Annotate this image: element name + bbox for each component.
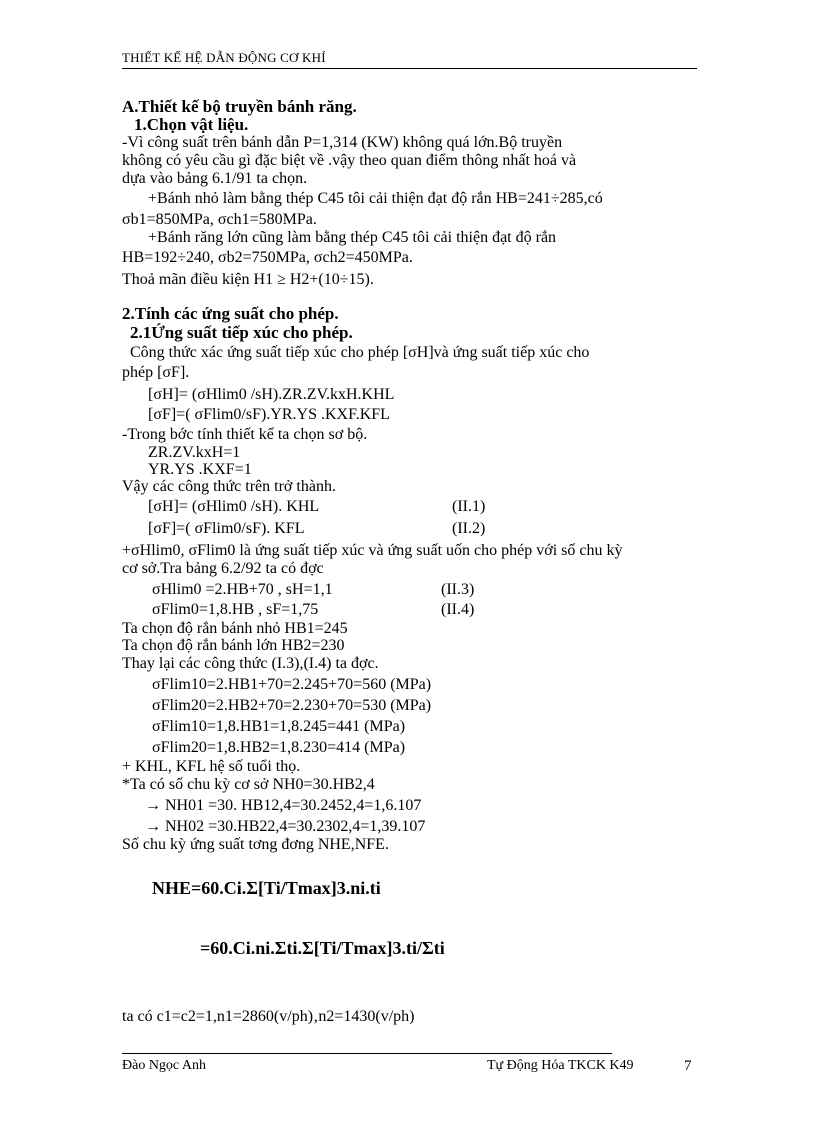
para3-line2: phép [σF].: [122, 364, 190, 381]
running-header: THIẾT KẾ HỆ DẪN ĐỘNG CƠ KHÍ: [122, 50, 326, 65]
para9: ta có c1=c2=1,n1=2860(v/ph)‚n2=1430(v/ph): [122, 1008, 415, 1025]
para1-line1: -Vì công suất trên bánh dẫn P=1,314 (KW) không quá lớn.Bộ truyền: [122, 134, 563, 151]
para6-line2: cơ sở.Tra bảng 6.2/92 ta có đợc: [122, 560, 324, 577]
para3-line1: Công thức xác ứng suất tiếp xúc cho phép [σH]và ứng suất tiếp xúc cho: [130, 344, 590, 361]
section-2-1-title: 2.1Ứng suất tiếp xúc cho phép.: [130, 323, 353, 342]
para7-line2: Ta chọn độ rắn bánh lớn HB2=230: [122, 637, 345, 654]
footer-course: Tự Động Hóa TKCK K49: [487, 1058, 634, 1073]
para6-line1: +σHlim0, σFlim0 là ứng suất tiếp xúc và ứng suất uốn cho phép với số chu kỳ: [122, 542, 623, 559]
formula-ii2: [σF]=( σFlim0/sF). KFL: [148, 520, 305, 537]
para2-line5: Thoả mãn điều kiện H1 ≥ H2+(10÷15).: [122, 271, 374, 288]
para8-line3: → NH01 =30. HB12,4=30.2452,4=1,6.107: [145, 797, 422, 814]
formula-sigma-f: [σF]=( σFlim0/sF).YR.YS .KXF.KFL: [148, 406, 390, 423]
section-a-title: A.Thiết kế bộ truyền bánh răng.: [122, 97, 357, 116]
para8-line1: + KHL, KFL hệ số tuổi thọ.: [122, 758, 301, 775]
para2-line2: σb1=850MPa, σch1=580MPa.: [122, 211, 317, 228]
footer-rule: [122, 1053, 612, 1054]
calc-line1: σFlim10=2.HB1+70=2.245+70=560 (MPa): [152, 676, 432, 693]
eq-number-ii4: (II.4): [441, 601, 475, 618]
formula-sigma-h: [σH]= (σHlim0 /sH).ZR.ZV.kxH.KHL: [148, 386, 395, 403]
formula-zr: ZR.ZV.kxH=1: [148, 444, 241, 461]
page-number: 7: [684, 1058, 692, 1074]
section-2-title: 2.Tính các ứng suất cho phép.: [122, 304, 339, 323]
para8-line5: Số chu kỳ ứng suất tơng đơng NHE,NFE.: [122, 836, 389, 853]
section-1-title: 1.Chọn vật liệu.: [134, 115, 249, 134]
calc-line2: σFlim20=2.HB2+70=2.230+70=530 (MPa): [152, 697, 432, 714]
formula-yr: YR.YS .KXF=1: [148, 461, 252, 478]
para5: Vậy các công thức trên trở thành.: [122, 478, 336, 495]
para7-line3: Thay lại các công thức (I.3),(I.4) ta đợc.: [122, 655, 379, 672]
eq-number-ii2: (II.2): [452, 520, 486, 537]
eq-number-ii3: (II.3): [441, 581, 475, 598]
footer-author: Đào Ngọc Anh: [122, 1058, 206, 1073]
para2-line1: +Bánh nhỏ làm bằng thép C45 tôi cải thiện đạt độ rắn HB=241÷285,có: [148, 190, 603, 207]
formula-ii4: σFlim0=1,8.HB , sF=1,75: [152, 601, 319, 618]
eq-number-ii1: (II.1): [452, 498, 486, 515]
nhe-formula-expanded: =60.Ci.ni.Σti.Σ[Ti/Tmax]3.ti/Σti: [200, 938, 445, 958]
para4: -Trong bớc tính thiết kế ta chọn sơ bộ.: [122, 426, 368, 443]
calc-line4: σFlim20=1,8.HB2=1,8.230=414 (MPa): [152, 739, 406, 756]
nhe-formula: NHE=60.Ci.Σ[Ti/Tmax]3.ni.ti: [152, 878, 381, 898]
para8-line2: *Ta có số chu kỳ cơ sở NH0=30.HB2,4: [122, 776, 375, 793]
para7-line1: Ta chọn độ rắn bánh nhỏ HB1=245: [122, 620, 348, 637]
para1-line2: không có yêu cầu gì đặc biệt về .vậy theo quan điểm thông nhất hoá và: [122, 152, 577, 169]
para1-line3: dựa vào bảng 6.1/91 ta chọn.: [122, 170, 308, 187]
header-rule: [122, 68, 697, 69]
para8-line4: → NH02 =30.HB22,4=30.2302,4=1,39.107: [145, 818, 426, 835]
formula-ii1: [σH]= (σHlim0 /sH). KHL: [148, 498, 320, 515]
para2-line4: HB=192÷240, σb2=750MPa, σch2=450MPa.: [122, 249, 413, 266]
formula-ii3: σHlim0 =2.HB+70 , sH=1,1: [152, 581, 333, 598]
para2-line3: +Bánh răng lớn cũng làm bằng thép C45 tôi cải thiện đạt độ rắn: [148, 229, 557, 246]
calc-line3: σFlim10=1,8.HB1=1,8.245=441 (MPa): [152, 718, 406, 735]
